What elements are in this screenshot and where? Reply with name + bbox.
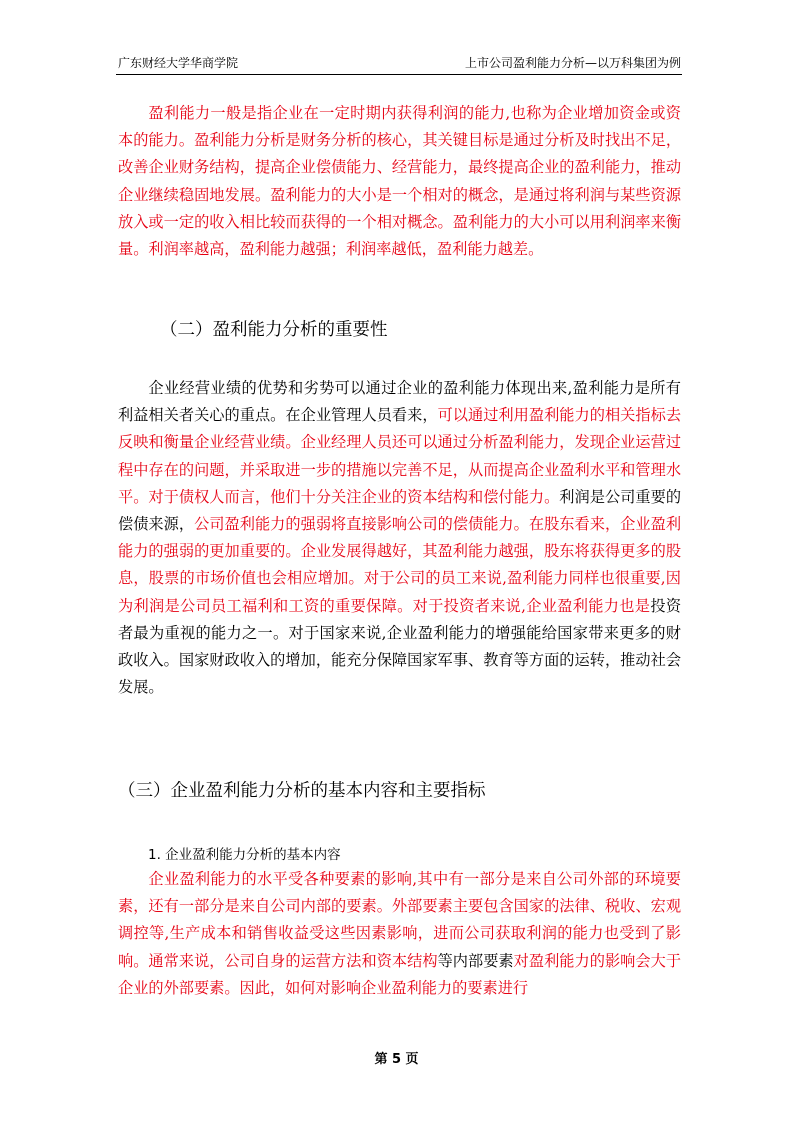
paragraph-text-highlight: 公司盈利能力的强弱将直接影响公司的偿债能力。在股东看来，企业盈利能力的强弱的更加重要的。企业发展得越好，其盈利能力越强，股东将获得更多的股息，股票的市场价值也会相应增加。对于公司的员工来说,盈利能力同样也很重要,因为利润是公司员工福利和工资的重要保障。对于投资者来说,企业盈利能力也是 <box>118 515 682 615</box>
paragraph-profitability-definition <box>118 100 681 263</box>
paragraph-text: 利润是公司重要的偿债来源， <box>118 487 682 534</box>
header-thesis-title: 上市公司盈利能力分析—以万科集团为例 <box>464 56 681 70</box>
subsection-heading-basic-content: 1. 企业盈利能力分析的基本内容 <box>148 847 341 863</box>
paragraph-text: 盈利能力一般是指企业在一定时期内获得利润的能力,也称为企业增加资金或资本的能力。盈利能力分析是财务分析的核心，其关键目标是通过分析及时找出不足，改善企业财务结构，提高企业偿债能力、经营能力，最终提高企业的盈利能力，推动企业继续稳固地发展。盈利能力的大小是一个相对的概念，是通过将利润与某些资源放入或一定的收入相比较而获得的一个相对概念。盈利能力的大小可以用利润率来衡量。利润率越高，盈利能力越强；利润率越低，盈利能力越差。 <box>118 104 681 259</box>
paragraph-text: 等内部要素 <box>437 951 514 970</box>
section-heading-importance: （二）盈利能力分析的重要性 <box>160 320 388 340</box>
paragraph-text: 投资者最为重视的能力之一。对于国家来说,企业盈利能力的增强能给国家带来更多的财政收入。国家财政收入的增加，能充分保障国家军事、教育等方面的运转，推动社会发展。 <box>118 596 682 697</box>
paragraph-basic-content <box>118 866 681 1002</box>
page-number: 第 5 页 <box>374 1052 419 1067</box>
header-school-name: 广东财经大学华商学院 <box>118 56 239 70</box>
paragraph-importance <box>118 375 681 701</box>
header-divider <box>116 74 682 75</box>
paragraph-text-highlight: 可以通过利用盈利能力的相关指标去反映和衡量企业经营业绩。企业经理人员还可以通过分析盈利能力，发现企业运营过程中存在的问题，并采取进一步的措施以完善不足，从而提高企业盈利水平和管理水平。对于债权人而言，他们十分关注企业的资本结构和偿付能力。 <box>118 406 682 506</box>
page-header <box>118 52 681 72</box>
paragraph-text-highlight: 对盈利能力的影响会大于企业的外部要素。因此，如何对影响企业盈利能力的要素进行 <box>118 951 682 997</box>
section-heading-content-indicators: （三）企业盈利能力分析的基本内容和主要指标 <box>118 781 486 801</box>
paragraph-text: 企业经营业绩的优势和劣势可以通过企业的盈利能力体现出来,盈利能力是所有利益相关者关心的重点。在企业管理人员看来， <box>118 379 681 425</box>
paragraph-text-highlight: 企业盈利能力的水平受各种要素的影响,其中有一部分是来自公司外部的环境要素，还有一部分是来自公司内部的要素。外部要素主要包含国家的法律、税收、宏观调控等,生产成本和销售收益受这些因素影响，进而公司获取利润的能力也受到了影响。通常来说，公司自身的运营方法和资本结构 <box>118 870 681 970</box>
